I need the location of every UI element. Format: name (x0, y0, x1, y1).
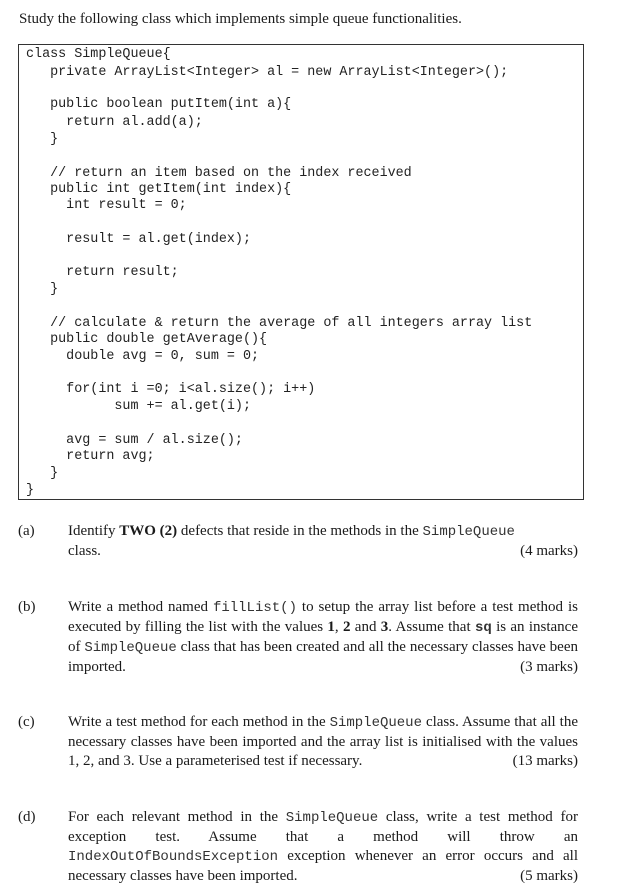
code-listing (18, 44, 584, 500)
marks-label: (3 marks) (520, 659, 578, 675)
intro-text: Study the following class which implements simple queue functionalities. (19, 11, 462, 27)
question-text: Identify TWO (2) defects that reside in the methods in the SimpleQueue class. (68, 523, 515, 559)
code-line: } (26, 282, 59, 297)
code-line: return result; (26, 265, 179, 280)
code-line: // return an item based on the index received (26, 166, 412, 181)
code-line: public boolean putItem(int a){ (26, 97, 292, 112)
code-line: class SimpleQueue{ (26, 47, 171, 62)
code-line: } (26, 466, 59, 481)
marks-label: (5 marks) (520, 868, 578, 884)
code-line: // calculate & return the average of all integers array list (26, 316, 533, 331)
code-line: public int getItem(int index){ (26, 182, 292, 197)
code-line: double avg = 0, sum = 0; (26, 349, 260, 364)
code-line: } (26, 483, 35, 498)
marks-label: (13 marks) (512, 753, 578, 769)
question-text: For each relevant method in the SimpleQueue class, write a test method for exception test. Assume that a method will throw an IndexOutOfBoundsException exception whenever an error occurs and all necessary classes have been imported. (68, 809, 578, 884)
code-line: } (26, 132, 59, 147)
code-line: public double getAverage(){ (26, 332, 268, 347)
question-label: (c) (18, 714, 35, 730)
code-line: sum += al.get(i); (26, 399, 251, 414)
code-line: avg = sum / al.size(); (26, 433, 243, 448)
question-text: Write a test method for each method in the SimpleQueue class. Assume that all the necessary classes have been imported and the array list is initialised with the values 1, 2, and 3. Use a parameterised test if necessary. (68, 714, 578, 769)
code-line: return avg; (26, 449, 155, 464)
marks-label: (4 marks) (520, 543, 578, 559)
code-line: result = al.get(index); (26, 232, 251, 247)
code-line: private ArrayList<Integer> al = new ArrayList<Integer>(); (26, 65, 509, 80)
question-label: (b) (18, 599, 36, 615)
question-text: Write a method named fillList() to setup the array list before a test method is executed by filling the list with the values 1, 2 and 3. Assume that sq is an instance of SimpleQueue class that has been created and all the necessary classes have been imported. (68, 599, 579, 675)
code-line: for(int i =0; i<al.size(); i++) (26, 382, 316, 397)
question-label: (a) (18, 523, 35, 539)
code-line: int result = 0; (26, 198, 187, 213)
code-line: return al.add(a); (26, 115, 203, 130)
question-label: (d) (18, 809, 36, 825)
